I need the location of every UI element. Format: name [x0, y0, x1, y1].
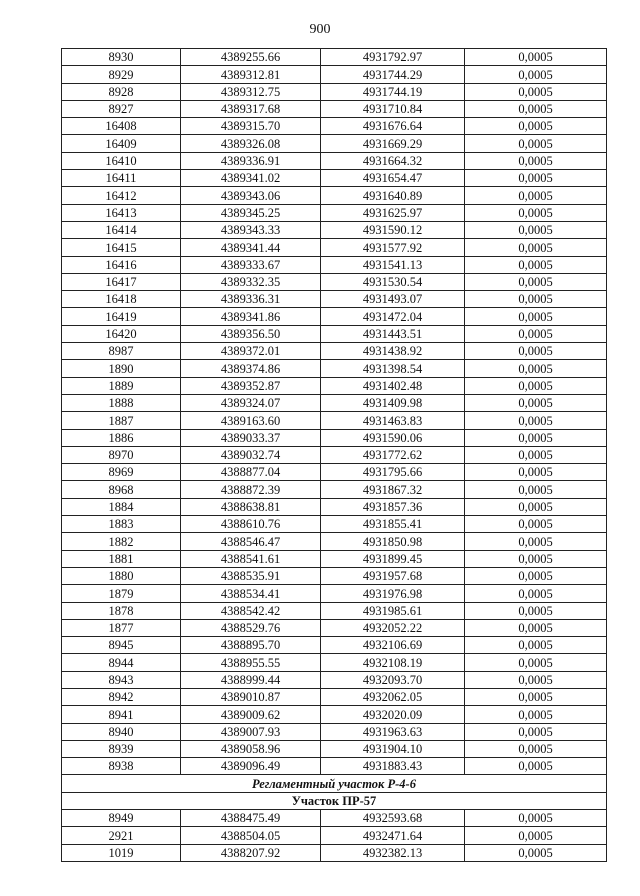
x-coordinate-cell: 4388955.55	[181, 654, 321, 671]
y-coordinate-cell: 4931744.29	[321, 66, 465, 83]
table-row	[62, 740, 607, 757]
y-coordinate-cell: 4931744.19	[321, 83, 465, 100]
point-number-cell: 16420	[62, 325, 181, 342]
x-coordinate-cell: 4389332.35	[181, 273, 321, 290]
x-coordinate-cell: 4389009.62	[181, 706, 321, 723]
table-row	[62, 498, 607, 515]
subsection-row	[62, 792, 607, 809]
table-row	[62, 273, 607, 290]
x-coordinate-cell: 4389326.08	[181, 135, 321, 152]
accuracy-cell: 0,0005	[465, 567, 607, 584]
table-row	[62, 170, 607, 187]
accuracy-cell: 0,0005	[465, 308, 607, 325]
point-number-cell: 8949	[62, 810, 181, 827]
accuracy-cell: 0,0005	[465, 671, 607, 688]
y-coordinate-cell: 4931883.43	[321, 758, 465, 775]
accuracy-cell: 0,0005	[465, 412, 607, 429]
y-coordinate-cell: 4931409.98	[321, 394, 465, 411]
accuracy-cell: 0,0005	[465, 688, 607, 705]
y-coordinate-cell: 4931493.07	[321, 291, 465, 308]
accuracy-cell: 0,0005	[465, 516, 607, 533]
section-row	[62, 775, 607, 792]
y-coordinate-cell: 4931904.10	[321, 740, 465, 757]
y-coordinate-cell: 4931640.89	[321, 187, 465, 204]
x-coordinate-cell: 4388207.92	[181, 844, 321, 861]
x-coordinate-cell: 4388542.42	[181, 602, 321, 619]
accuracy-cell: 0,0005	[465, 533, 607, 550]
accuracy-cell: 0,0005	[465, 429, 607, 446]
table-row	[62, 66, 607, 83]
y-coordinate-cell: 4931772.62	[321, 446, 465, 463]
table-row	[62, 221, 607, 238]
point-number-cell: 16410	[62, 152, 181, 169]
x-coordinate-cell: 4389324.07	[181, 394, 321, 411]
accuracy-cell: 0,0005	[465, 602, 607, 619]
point-number-cell: 1883	[62, 516, 181, 533]
y-coordinate-cell: 4932593.68	[321, 810, 465, 827]
point-number-cell: 1882	[62, 533, 181, 550]
point-number-cell: 1880	[62, 567, 181, 584]
x-coordinate-cell: 4389007.93	[181, 723, 321, 740]
point-number-cell: 8943	[62, 671, 181, 688]
x-coordinate-cell: 4389317.68	[181, 100, 321, 117]
y-coordinate-cell: 4932382.13	[321, 844, 465, 861]
accuracy-cell: 0,0005	[465, 152, 607, 169]
x-coordinate-cell: 4388529.76	[181, 619, 321, 636]
x-coordinate-cell: 4389356.50	[181, 325, 321, 342]
x-coordinate-cell: 4389341.44	[181, 239, 321, 256]
table-row	[62, 637, 607, 654]
table-row	[62, 723, 607, 740]
point-number-cell: 1884	[62, 498, 181, 515]
table-row	[62, 256, 607, 273]
y-coordinate-cell: 4931398.54	[321, 360, 465, 377]
x-coordinate-cell: 4389058.96	[181, 740, 321, 757]
accuracy-cell: 0,0005	[465, 619, 607, 636]
x-coordinate-cell: 4389033.37	[181, 429, 321, 446]
x-coordinate-cell: 4388877.04	[181, 464, 321, 481]
accuracy-cell: 0,0005	[465, 256, 607, 273]
y-coordinate-cell: 4931590.12	[321, 221, 465, 238]
y-coordinate-cell: 4932471.64	[321, 827, 465, 844]
section-title: Регламентный участок Р-4-6	[62, 775, 607, 792]
point-number-cell: 8928	[62, 83, 181, 100]
y-coordinate-cell: 4931676.64	[321, 118, 465, 135]
table-row	[62, 810, 607, 827]
y-coordinate-cell: 4931850.98	[321, 533, 465, 550]
point-number-cell: 16417	[62, 273, 181, 290]
y-coordinate-cell: 4931402.48	[321, 377, 465, 394]
accuracy-cell: 0,0005	[465, 723, 607, 740]
y-coordinate-cell: 4931899.45	[321, 550, 465, 567]
table-row	[62, 550, 607, 567]
point-number-cell: 1886	[62, 429, 181, 446]
point-number-cell: 8938	[62, 758, 181, 775]
table-row	[62, 187, 607, 204]
accuracy-cell: 0,0005	[465, 273, 607, 290]
point-number-cell: 1887	[62, 412, 181, 429]
y-coordinate-cell: 4931530.54	[321, 273, 465, 290]
x-coordinate-cell: 4389312.75	[181, 83, 321, 100]
accuracy-cell: 0,0005	[465, 481, 607, 498]
point-number-cell: 1879	[62, 585, 181, 602]
accuracy-cell: 0,0005	[465, 810, 607, 827]
point-number-cell: 8970	[62, 446, 181, 463]
table-row	[62, 481, 607, 498]
table-row	[62, 308, 607, 325]
x-coordinate-cell: 4388546.47	[181, 533, 321, 550]
table-row	[62, 585, 607, 602]
point-number-cell: 8942	[62, 688, 181, 705]
y-coordinate-cell: 4932020.09	[321, 706, 465, 723]
accuracy-cell: 0,0005	[465, 827, 607, 844]
x-coordinate-cell: 4388541.61	[181, 550, 321, 567]
x-coordinate-cell: 4388895.70	[181, 637, 321, 654]
point-number-cell: 16414	[62, 221, 181, 238]
table-row	[62, 49, 607, 66]
y-coordinate-cell: 4932106.69	[321, 637, 465, 654]
point-number-cell: 8940	[62, 723, 181, 740]
accuracy-cell: 0,0005	[465, 654, 607, 671]
table-row	[62, 343, 607, 360]
accuracy-cell: 0,0005	[465, 291, 607, 308]
accuracy-cell: 0,0005	[465, 239, 607, 256]
accuracy-cell: 0,0005	[465, 706, 607, 723]
accuracy-cell: 0,0005	[465, 83, 607, 100]
y-coordinate-cell: 4931985.61	[321, 602, 465, 619]
point-number-cell: 1878	[62, 602, 181, 619]
accuracy-cell: 0,0005	[465, 446, 607, 463]
y-coordinate-cell: 4931857.36	[321, 498, 465, 515]
point-number-cell: 8939	[62, 740, 181, 757]
y-coordinate-cell: 4932052.22	[321, 619, 465, 636]
point-number-cell: 16408	[62, 118, 181, 135]
table-row	[62, 412, 607, 429]
table-row	[62, 429, 607, 446]
x-coordinate-cell: 4388872.39	[181, 481, 321, 498]
point-number-cell: 1890	[62, 360, 181, 377]
y-coordinate-cell: 4931438.92	[321, 343, 465, 360]
point-number-cell: 16416	[62, 256, 181, 273]
x-coordinate-cell: 4389345.25	[181, 204, 321, 221]
x-coordinate-cell: 4389343.06	[181, 187, 321, 204]
coordinates-table	[61, 48, 607, 862]
point-number-cell: 16419	[62, 308, 181, 325]
table-row	[62, 394, 607, 411]
point-number-cell: 16413	[62, 204, 181, 221]
point-number-cell: 8969	[62, 464, 181, 481]
point-number-cell: 8930	[62, 49, 181, 66]
y-coordinate-cell: 4932062.05	[321, 688, 465, 705]
point-number-cell: 16415	[62, 239, 181, 256]
table-row	[62, 377, 607, 394]
table-row	[62, 100, 607, 117]
y-coordinate-cell: 4931795.66	[321, 464, 465, 481]
coordinates-table-body-top	[62, 49, 607, 775]
x-coordinate-cell: 4389315.70	[181, 118, 321, 135]
y-coordinate-cell: 4931664.32	[321, 152, 465, 169]
point-number-cell: 8944	[62, 654, 181, 671]
accuracy-cell: 0,0005	[465, 550, 607, 567]
table-row	[62, 567, 607, 584]
y-coordinate-cell: 4931590.06	[321, 429, 465, 446]
accuracy-cell: 0,0005	[465, 66, 607, 83]
table-row	[62, 291, 607, 308]
table-row	[62, 204, 607, 221]
table-row	[62, 654, 607, 671]
table-row	[62, 758, 607, 775]
table-row	[62, 446, 607, 463]
x-coordinate-cell: 4388999.44	[181, 671, 321, 688]
y-coordinate-cell: 4931669.29	[321, 135, 465, 152]
table-row	[62, 135, 607, 152]
accuracy-cell: 0,0005	[465, 135, 607, 152]
y-coordinate-cell: 4931463.83	[321, 412, 465, 429]
table-row	[62, 827, 607, 844]
point-number-cell: 1019	[62, 844, 181, 861]
y-coordinate-cell: 4931710.84	[321, 100, 465, 117]
point-number-cell: 8968	[62, 481, 181, 498]
table-row	[62, 602, 607, 619]
x-coordinate-cell: 4388534.41	[181, 585, 321, 602]
point-number-cell: 8945	[62, 637, 181, 654]
x-coordinate-cell: 4388535.91	[181, 567, 321, 584]
accuracy-cell: 0,0005	[465, 585, 607, 602]
point-number-cell: 1889	[62, 377, 181, 394]
y-coordinate-cell: 4931472.04	[321, 308, 465, 325]
x-coordinate-cell: 4389374.86	[181, 360, 321, 377]
coordinates-table-body-bottom	[62, 810, 607, 862]
accuracy-cell: 0,0005	[465, 170, 607, 187]
x-coordinate-cell: 4389336.31	[181, 291, 321, 308]
table-row	[62, 706, 607, 723]
y-coordinate-cell: 4931792.97	[321, 49, 465, 66]
x-coordinate-cell: 4389372.01	[181, 343, 321, 360]
point-number-cell: 8929	[62, 66, 181, 83]
x-coordinate-cell: 4389163.60	[181, 412, 321, 429]
y-coordinate-cell: 4931443.51	[321, 325, 465, 342]
x-coordinate-cell: 4389312.81	[181, 66, 321, 83]
x-coordinate-cell: 4388475.49	[181, 810, 321, 827]
y-coordinate-cell: 4931625.97	[321, 204, 465, 221]
point-number-cell: 2921	[62, 827, 181, 844]
table-row	[62, 619, 607, 636]
accuracy-cell: 0,0005	[465, 187, 607, 204]
table-row	[62, 239, 607, 256]
accuracy-cell: 0,0005	[465, 740, 607, 757]
accuracy-cell: 0,0005	[465, 221, 607, 238]
x-coordinate-cell: 4389096.49	[181, 758, 321, 775]
x-coordinate-cell: 4389255.66	[181, 49, 321, 66]
point-number-cell: 1881	[62, 550, 181, 567]
y-coordinate-cell: 4932093.70	[321, 671, 465, 688]
y-coordinate-cell: 4931963.63	[321, 723, 465, 740]
point-number-cell: 16409	[62, 135, 181, 152]
subsection-title: Участок ПР-57	[62, 792, 607, 809]
page-number: 900	[309, 22, 331, 37]
accuracy-cell: 0,0005	[465, 377, 607, 394]
y-coordinate-cell: 4931867.32	[321, 481, 465, 498]
accuracy-cell: 0,0005	[465, 100, 607, 117]
table-row	[62, 688, 607, 705]
table-row	[62, 671, 607, 688]
table-row	[62, 325, 607, 342]
x-coordinate-cell: 4389032.74	[181, 446, 321, 463]
y-coordinate-cell: 4931541.13	[321, 256, 465, 273]
point-number-cell: 16411	[62, 170, 181, 187]
table-row	[62, 118, 607, 135]
y-coordinate-cell: 4931957.68	[321, 567, 465, 584]
accuracy-cell: 0,0005	[465, 118, 607, 135]
point-number-cell: 16418	[62, 291, 181, 308]
table-row	[62, 152, 607, 169]
section-header-group	[62, 775, 607, 810]
y-coordinate-cell: 4931855.41	[321, 516, 465, 533]
accuracy-cell: 0,0005	[465, 49, 607, 66]
table-row	[62, 360, 607, 377]
y-coordinate-cell: 4931976.98	[321, 585, 465, 602]
point-number-cell: 8941	[62, 706, 181, 723]
accuracy-cell: 0,0005	[465, 394, 607, 411]
table-row	[62, 464, 607, 481]
accuracy-cell: 0,0005	[465, 758, 607, 775]
x-coordinate-cell: 4389336.91	[181, 152, 321, 169]
table-row	[62, 83, 607, 100]
point-number-cell: 16412	[62, 187, 181, 204]
point-number-cell: 1877	[62, 619, 181, 636]
accuracy-cell: 0,0005	[465, 498, 607, 515]
x-coordinate-cell: 4388504.05	[181, 827, 321, 844]
x-coordinate-cell: 4389341.86	[181, 308, 321, 325]
accuracy-cell: 0,0005	[465, 464, 607, 481]
table-row	[62, 844, 607, 861]
x-coordinate-cell: 4388638.81	[181, 498, 321, 515]
x-coordinate-cell: 4389010.87	[181, 688, 321, 705]
x-coordinate-cell: 4389343.33	[181, 221, 321, 238]
accuracy-cell: 0,0005	[465, 325, 607, 342]
x-coordinate-cell: 4389352.87	[181, 377, 321, 394]
point-number-cell: 1888	[62, 394, 181, 411]
x-coordinate-cell: 4389341.02	[181, 170, 321, 187]
x-coordinate-cell: 4388610.76	[181, 516, 321, 533]
table-row	[62, 516, 607, 533]
table-row	[62, 533, 607, 550]
y-coordinate-cell: 4931654.47	[321, 170, 465, 187]
point-number-cell: 8927	[62, 100, 181, 117]
accuracy-cell: 0,0005	[465, 343, 607, 360]
accuracy-cell: 0,0005	[465, 204, 607, 221]
accuracy-cell: 0,0005	[465, 637, 607, 654]
point-number-cell: 8987	[62, 343, 181, 360]
x-coordinate-cell: 4389333.67	[181, 256, 321, 273]
accuracy-cell: 0,0005	[465, 844, 607, 861]
y-coordinate-cell: 4932108.19	[321, 654, 465, 671]
y-coordinate-cell: 4931577.92	[321, 239, 465, 256]
accuracy-cell: 0,0005	[465, 360, 607, 377]
